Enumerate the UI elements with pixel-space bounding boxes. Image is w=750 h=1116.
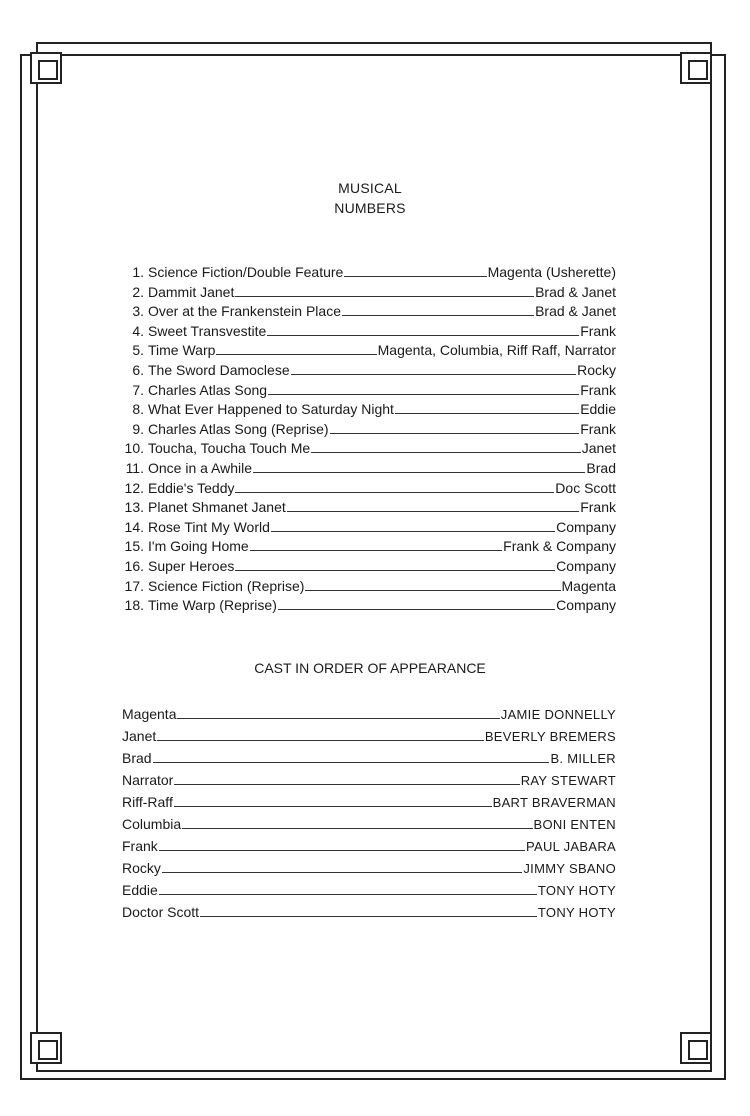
dot-leader: [267, 335, 579, 336]
musical-number-row: [114, 597, 616, 617]
cast-actor: BEVERLY BREMERS: [484, 729, 616, 744]
cast-role: Rocky: [122, 860, 161, 876]
song-performer: Brad: [586, 459, 616, 476]
song-title: Time Warp (Reprise): [148, 597, 277, 614]
dot-leader: [395, 413, 579, 414]
song-number: 8.: [132, 401, 144, 418]
song-number: 10.: [124, 440, 144, 457]
dot-leader: [250, 550, 502, 551]
corner-ornament-bottom-right: [680, 1032, 712, 1064]
song-number: 6.: [132, 361, 144, 378]
musical-number-row: [114, 342, 616, 362]
corner-ornament-top-left: [30, 52, 62, 84]
cast-row: [122, 816, 616, 838]
cast-row: [122, 794, 616, 816]
cast-row: [122, 728, 616, 750]
musical-number-row: [114, 460, 616, 480]
song-performer: Company: [556, 557, 616, 574]
dot-leader: [157, 740, 484, 741]
song-performer: Rocky: [577, 361, 616, 378]
song-performer: Frank: [580, 499, 616, 516]
song-number: 13.: [124, 499, 144, 516]
song-performer: Frank & Company: [503, 538, 616, 555]
song-title: Eddie's Teddy: [148, 479, 235, 496]
song-title: Super Heroes: [148, 557, 235, 574]
song-title: Once in a Awhile: [148, 459, 253, 476]
musical-number-row: [114, 303, 616, 323]
dot-leader: [159, 850, 525, 851]
song-performer: Frank: [580, 322, 616, 339]
cast-actor: B. MILLER: [550, 751, 616, 766]
musical-number-row: [114, 440, 616, 460]
dot-leader: [182, 828, 532, 829]
cast-row: [122, 750, 616, 772]
cast-role: Columbia: [122, 816, 182, 832]
musical-number-row: [114, 499, 616, 519]
musical-number-row: [114, 558, 616, 578]
dot-leader: [153, 762, 550, 763]
dot-leader: [268, 394, 579, 395]
dot-leader: [174, 784, 519, 785]
musical-number-row: [114, 519, 616, 539]
dot-leader: [271, 531, 555, 532]
dot-leader: [344, 276, 486, 277]
song-performer: Eddie: [580, 401, 616, 418]
song-number: 14.: [124, 518, 144, 535]
cast-role: Riff-Raff: [122, 794, 173, 810]
cast-title: CAST IN ORDER OF APPEARANCE: [254, 660, 486, 676]
song-number: 4.: [132, 322, 144, 339]
song-title: I'm Going Home: [148, 538, 249, 555]
song-title: Toucha, Toucha Touch Me: [148, 440, 311, 457]
cast-list: [122, 706, 616, 926]
cast-row: [122, 860, 616, 882]
cast-actor: TONY HOTY: [537, 905, 616, 920]
musical-number-row: [114, 323, 616, 343]
dot-leader: [287, 511, 579, 512]
song-performer: Brad & Janet: [535, 303, 616, 320]
song-performer: Magenta, Columbia, Riff Raff, Narrator: [377, 342, 616, 359]
musical-numbers-title-line2: NUMBERS: [334, 200, 406, 216]
musical-number-row: [114, 284, 616, 304]
cast-row: [122, 772, 616, 794]
musical-number-row: [114, 578, 616, 598]
song-performer: Doc Scott: [555, 479, 616, 496]
song-number: 15.: [124, 538, 144, 555]
cast-actor: BONI ENTEN: [533, 817, 616, 832]
song-number: 7.: [132, 381, 144, 398]
dot-leader: [177, 718, 499, 719]
cast-row: [122, 882, 616, 904]
musical-number-row: [114, 382, 616, 402]
song-number: 9.: [132, 420, 144, 437]
dot-leader: [342, 315, 534, 316]
cast-role: Magenta: [122, 706, 177, 722]
dot-leader: [291, 374, 576, 375]
musical-number-row: [114, 480, 616, 500]
cast-role: Janet: [122, 728, 157, 744]
dot-leader: [235, 296, 534, 297]
cast-row: [122, 838, 616, 860]
song-number: 11.: [125, 459, 144, 476]
corner-ornament-top-right: [680, 52, 712, 84]
song-number: 5.: [132, 342, 144, 359]
dot-leader: [216, 354, 376, 355]
song-performer: Frank: [580, 420, 616, 437]
cast-actor: RAY STEWART: [520, 773, 616, 788]
cast-actor: JIMMY SBANO: [523, 861, 616, 876]
song-title: What Ever Happened to Saturday Night: [148, 401, 394, 418]
corner-ornament-bottom-left: [30, 1032, 62, 1064]
song-number: 2.: [132, 283, 144, 300]
cast-actor: JAMIE DONNELLY: [500, 707, 616, 722]
song-performer: Janet: [581, 440, 616, 457]
musical-number-row: [114, 362, 616, 382]
song-title: Sweet Transvestite: [148, 322, 267, 339]
song-number: 12.: [124, 479, 144, 496]
song-title: Science Fiction (Reprise): [148, 577, 305, 594]
song-performer: Magenta: [561, 577, 616, 594]
song-title: Charles Atlas Song (Reprise): [148, 420, 329, 437]
cast-role: Brad: [122, 750, 152, 766]
cast-row: [122, 904, 616, 926]
dot-leader: [162, 872, 522, 873]
song-number: 17.: [124, 577, 144, 594]
song-performer: Company: [556, 597, 616, 614]
musical-numbers-list: [114, 264, 616, 617]
dot-leader: [278, 609, 555, 610]
musical-number-row: [114, 401, 616, 421]
cast-actor: TONY HOTY: [537, 883, 616, 898]
song-title: Rose Tint My World: [148, 518, 270, 535]
cast-actor: PAUL JABARA: [526, 839, 616, 854]
dot-leader: [311, 452, 581, 453]
song-title: The Sword Damoclese: [148, 361, 290, 378]
song-performer: Frank: [580, 381, 616, 398]
song-title: Time Warp: [148, 342, 216, 359]
song-performer: Magenta (Usherette): [487, 264, 616, 280]
song-title: Dammit Janet: [148, 283, 235, 300]
cast-role: Narrator: [122, 772, 174, 788]
cast-row: [122, 706, 616, 728]
dot-leader: [235, 570, 555, 571]
song-number: 3.: [132, 303, 144, 320]
dot-leader: [159, 894, 537, 895]
dot-leader: [200, 916, 537, 917]
dot-leader: [330, 433, 580, 434]
song-title: Over at the Frankenstein Place: [148, 303, 341, 320]
cast-role: Doctor Scott: [122, 904, 200, 920]
musical-number-row: [114, 538, 616, 558]
dot-leader: [235, 492, 554, 493]
song-performer: Company: [556, 518, 616, 535]
dot-leader: [174, 806, 492, 807]
cast-role: Frank: [122, 838, 158, 854]
song-title: Charles Atlas Song: [148, 381, 268, 398]
musical-numbers-title-line1: MUSICAL: [338, 180, 402, 196]
song-number: 16.: [124, 557, 144, 574]
song-title: Planet Shmanet Janet: [148, 499, 286, 516]
musical-number-row: [114, 421, 616, 441]
song-number: 1.: [132, 264, 144, 280]
dot-leader: [305, 590, 560, 591]
song-number: 18.: [124, 597, 144, 614]
cast-actor: BART BRAVERMAN: [492, 795, 616, 810]
musical-number-row: [114, 264, 616, 284]
song-title: Science Fiction/Double Feature: [148, 264, 344, 280]
song-performer: Brad & Janet: [535, 283, 616, 300]
cast-role: Eddie: [122, 882, 158, 898]
dot-leader: [253, 472, 585, 473]
